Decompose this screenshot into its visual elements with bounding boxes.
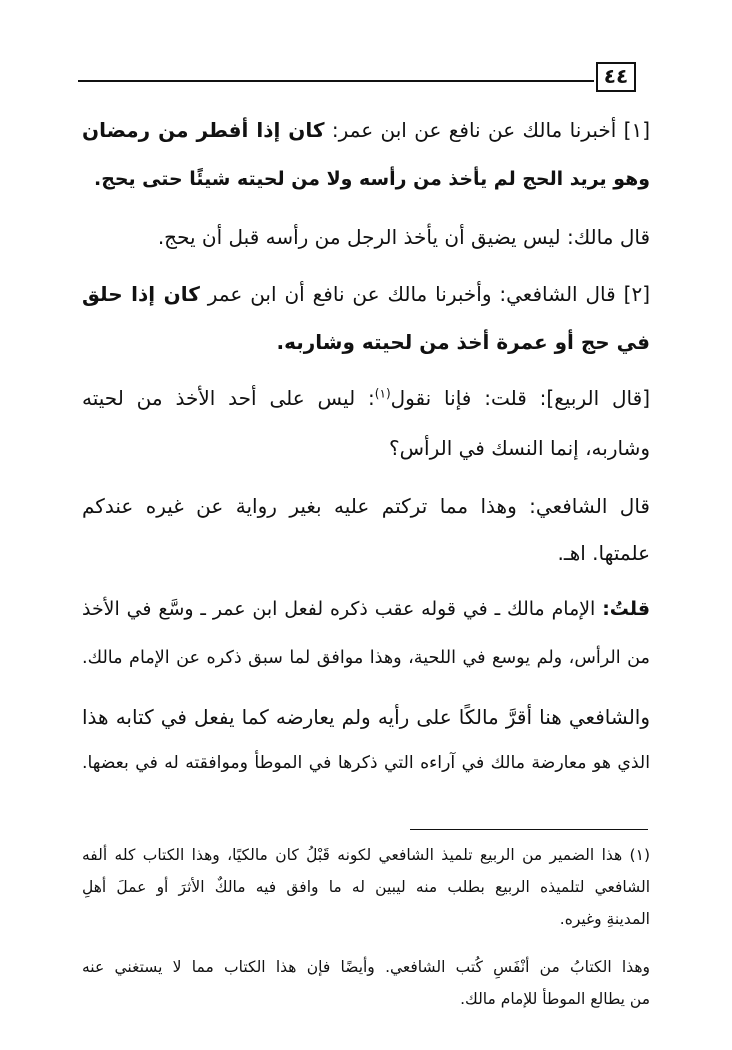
body-line: [قال الربيع]: قلت: فإنا نقول$^{(١)}$: ليس على أحد الأخذ من لحيته — [82, 386, 650, 410]
footnote-rule — [410, 829, 648, 830]
body-line — [82, 282, 650, 306]
author-note-label: قلتُ: — [602, 598, 650, 620]
body-line — [82, 118, 650, 142]
body-line: في حج أو عمرة أخذ من لحيته وشاربه. — [276, 330, 650, 354]
footnote-line: وهذا الكتابُ من أنْفَسِ كُتب الشافعي. وأيضًا فإن هذا الكتاب مما لا يستغني عنه — [82, 958, 650, 976]
narration-text: [٢] قال الشافعي: وأخبرنا مالك عن نافع أن ابن عمر — [199, 282, 650, 306]
page-number: ٤٤ — [596, 62, 636, 92]
footnote-line: (١) هذا الضمير من الربيع تلميذ الشافعي لكونه قَبْلُ كان مالكيًا، وهذا الكتاب كله ألفه — [82, 846, 650, 864]
body-line: وشاربه، إنما النسك في الرأس؟ — [388, 436, 650, 460]
footnote-line: المدينةِ وغيره. — [559, 910, 650, 928]
footnote-line: من يطالع الموطأ للإمام مالك. — [460, 990, 650, 1008]
body-line: علمتها. اهـ. — [557, 541, 650, 565]
hadith-text: كان إذا أفطر من رمضان — [82, 118, 325, 142]
body-line: قلتُ: الإمام مالك ـ في قوله عقب ذكره لفعل ابن عمر ـ وسَّع في الأخذ — [82, 598, 650, 620]
body-line: قال الشافعي: وهذا مما تركتم عليه بغير رواية عن غيره عندكم — [82, 494, 650, 518]
body-line: الذي هو معارضة مالك في آراءه التي ذكرها في الموطأ وموافقته له في بعضها. — [82, 753, 650, 773]
body-line: والشافعي هنا أقرَّ مالكًا على رأيه ولم يعارضه كما يفعل في كتابه هذا — [82, 705, 650, 729]
body-line: قال مالك: ليس يضيق أن يأخذ الرجل من رأسه قبل أن يحج. — [157, 225, 650, 249]
narration-text: [١] أخبرنا مالك عن نافع عن ابن عمر: — [324, 118, 650, 142]
body-line: من الرأس، ولم يوسع في اللحية، وهذا موافق لما سبق ذكره عن الإمام مالك. — [82, 648, 650, 668]
footnote-ref: (١) — [374, 386, 391, 401]
header-rule — [78, 80, 594, 82]
body-line: وهو يريد الحج لم يأخذ من رأسه ولا من لحيته شيئًا حتى يحج. — [94, 168, 650, 190]
hadith-text: كان إذا حلق — [82, 282, 200, 306]
footnote-line: الشافعي لتلميذه الربيع بطلب منه ليبين له ما وافق فيه مالكٌ الأثرَ أو عملَ أهلِ — [82, 878, 650, 896]
